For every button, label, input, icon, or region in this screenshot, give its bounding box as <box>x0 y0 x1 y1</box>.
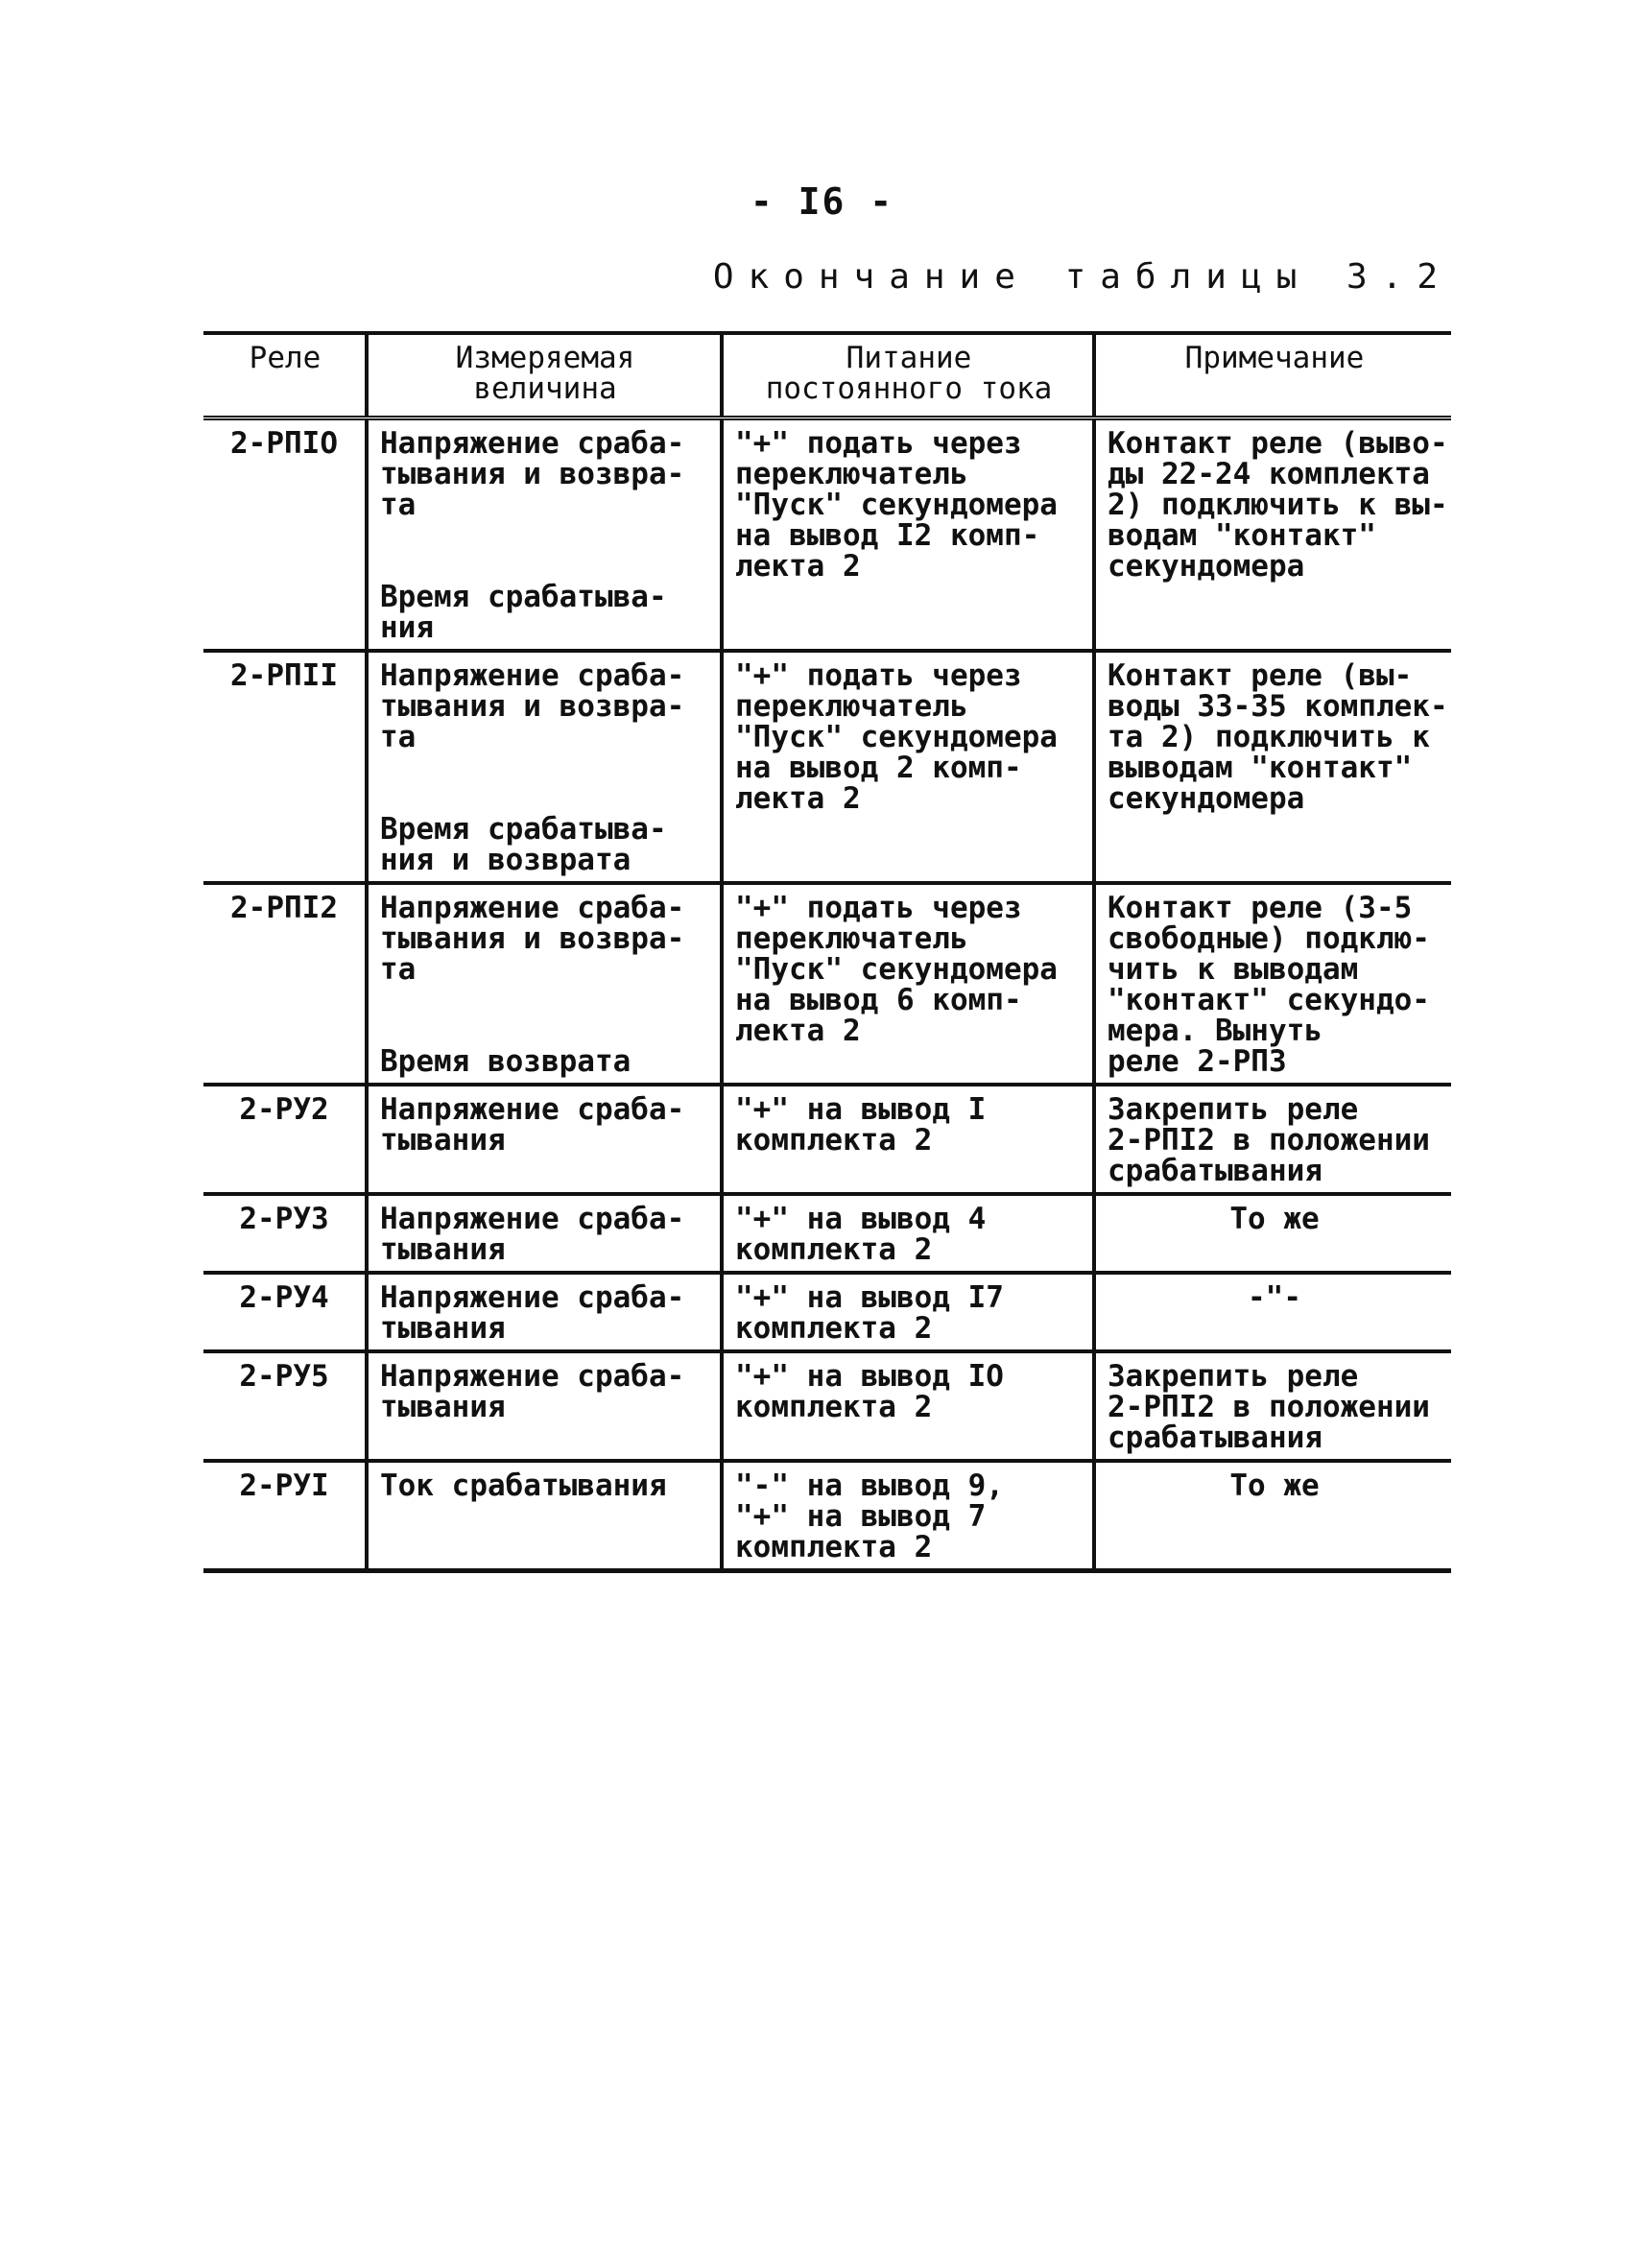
measured-line: тывания и возвра- <box>380 689 685 724</box>
relay-cell: 2-РУ2 <box>203 1085 367 1194</box>
supply-cell <box>722 418 1094 652</box>
supply-line: "+" на вывод I7 <box>735 1280 1004 1315</box>
supply-line: комплекта 2 <box>735 1530 933 1564</box>
measured-extra-line: Время срабатыва- <box>380 812 667 847</box>
note-line: водам "контакт" <box>1108 518 1376 553</box>
measured-line: Напряжение сраба- <box>380 1359 685 1394</box>
note-line: мера. Вынуть <box>1108 1014 1322 1048</box>
supply-line: "+" подать через <box>735 891 1022 925</box>
note-cell <box>1094 1194 1451 1273</box>
measured-line: Напряжение сраба- <box>380 1280 685 1315</box>
supply-line: "Пуск" секундомера <box>735 952 1058 987</box>
note-line: "контакт" секундо- <box>1108 983 1430 1017</box>
header-supply-line: Питание <box>846 341 972 375</box>
supply-cell <box>722 1273 1094 1351</box>
table-row <box>203 418 1451 652</box>
note-line: То же <box>1229 1202 1320 1236</box>
note-line: выводам "контакт" <box>1108 751 1413 785</box>
measured-extra-line: ния <box>380 610 434 645</box>
note-line: та 2) подключить к <box>1108 720 1430 754</box>
relay-cell: 2-РУ5 <box>203 1351 367 1461</box>
note-line: Закрепить реле <box>1108 1359 1359 1394</box>
header-supply-line: постоянного тока <box>765 371 1053 406</box>
supply-cell <box>722 1085 1094 1194</box>
table-row <box>203 1194 1451 1273</box>
note-line: секундомера <box>1108 781 1305 816</box>
supply-cell <box>722 1461 1094 1571</box>
note-line: воды 33-35 комплек- <box>1108 689 1448 724</box>
measured-line: та <box>380 720 417 754</box>
header-note <box>1094 333 1451 418</box>
supply-line: "+" подать через <box>735 426 1022 461</box>
relay-table <box>203 331 1451 1573</box>
note-cell <box>1094 651 1451 883</box>
relay-cell: 2-РПIO <box>203 418 367 652</box>
note-line: Контакт реле (выво- <box>1108 426 1448 461</box>
note-line: реле 2-РПЗ <box>1108 1044 1287 1079</box>
table-row <box>203 651 1451 883</box>
supply-line: "Пуск" секундомера <box>735 720 1058 754</box>
note-line: Контакт реле (3-5 <box>1108 891 1413 925</box>
supply-line: на вывод 2 комп- <box>735 751 1022 785</box>
note-line: срабатывания <box>1108 1420 1322 1455</box>
note-cell <box>1094 1273 1451 1351</box>
measured-cell <box>367 1273 722 1351</box>
header-measured-line: величина <box>473 371 617 406</box>
note-line: свободные) подклю- <box>1108 921 1430 956</box>
measured-cell <box>367 1461 722 1571</box>
supply-line: переключатель <box>735 921 968 956</box>
relay-cell: 2-РУ4 <box>203 1273 367 1351</box>
supply-cell <box>722 1351 1094 1461</box>
supply-line: комплекта 2 <box>735 1123 933 1158</box>
note-cell <box>1094 1351 1451 1461</box>
measured-line: тывания <box>380 1390 506 1424</box>
note-line: срабатывания <box>1108 1154 1322 1188</box>
relay-cell: 2-РУI <box>203 1461 367 1571</box>
page-number: - I6 - <box>750 180 894 223</box>
note-line: 2-РПI2 в положении <box>1108 1123 1430 1158</box>
table-row <box>203 883 1451 1085</box>
header-measured <box>367 333 722 418</box>
note-cell <box>1094 1085 1451 1194</box>
supply-cell <box>722 1194 1094 1273</box>
note-line: Закрепить реле <box>1108 1092 1359 1127</box>
note-line: -"- <box>1248 1280 1301 1315</box>
supply-line: комплекта 2 <box>735 1390 933 1424</box>
measured-cell <box>367 1351 722 1461</box>
measured-line: та <box>380 952 417 987</box>
measured-cell <box>367 651 722 883</box>
measured-cell <box>367 1194 722 1273</box>
note-line: секундомера <box>1108 549 1305 584</box>
supply-line: "+" на вывод IO <box>735 1359 1004 1394</box>
note-cell <box>1094 418 1451 652</box>
measured-cell <box>367 883 722 1085</box>
table-header-row <box>203 333 1451 418</box>
supply-line: переключатель <box>735 457 968 491</box>
supply-line: "-" на вывод 9, <box>735 1468 1004 1503</box>
supply-line: "+" на вывод 4 <box>735 1202 987 1236</box>
measured-cell <box>367 418 722 652</box>
measured-line: тывания и возвра- <box>380 921 685 956</box>
table-row <box>203 1273 1451 1351</box>
supply-cell <box>722 883 1094 1085</box>
supply-line: лекта 2 <box>735 781 861 816</box>
note-cell <box>1094 883 1451 1085</box>
measured-line: тывания <box>380 1232 506 1267</box>
header-supply <box>722 333 1094 418</box>
supply-line: лекта 2 <box>735 1014 861 1048</box>
measured-line: Напряжение сраба- <box>380 891 685 925</box>
table-row <box>203 1085 1451 1194</box>
supply-line: переключатель <box>735 689 968 724</box>
measured-line: Напряжение сраба- <box>380 426 685 461</box>
relay-cell: 2-РПII <box>203 651 367 883</box>
table-row <box>203 1461 1451 1571</box>
header-relay-line: Реле <box>249 341 322 375</box>
supply-line: "+" подать через <box>735 658 1022 693</box>
table-body <box>203 418 1451 1571</box>
relay-cell: 2-РУЗ <box>203 1194 367 1273</box>
measured-line: та <box>380 488 417 522</box>
header-measured-line: Измеряемая <box>455 341 635 375</box>
cell-spacer <box>380 752 710 814</box>
relay-cell: 2-РПI2 <box>203 883 367 1085</box>
measured-extra-line: Время срабатыва- <box>380 580 667 614</box>
header-relay <box>203 333 367 418</box>
measured-line: Ток срабатывания <box>380 1468 667 1503</box>
note-cell <box>1094 1461 1451 1571</box>
cell-spacer <box>380 520 710 582</box>
supply-line: на вывод 6 комп- <box>735 983 1022 1017</box>
note-line: Контакт реле (вы- <box>1108 658 1413 693</box>
measured-cell <box>367 1085 722 1194</box>
header-note-line: Примечание <box>1184 341 1365 375</box>
measured-line: Напряжение сраба- <box>380 1092 685 1127</box>
measured-line: тывания и возвра- <box>380 457 685 491</box>
supply-line: "Пуск" секундомера <box>735 488 1058 522</box>
supply-line: "+" на вывод I <box>735 1092 987 1127</box>
note-line: 2-РПI2 в положении <box>1108 1390 1430 1424</box>
table-header <box>203 333 1451 418</box>
measured-extra-line: Время возврата <box>380 1044 631 1079</box>
supply-line: лекта 2 <box>735 549 861 584</box>
measured-line: тывания <box>380 1311 506 1346</box>
note-line: 2) подключить к вы- <box>1108 488 1448 522</box>
supply-line: на вывод I2 комп- <box>735 518 1040 553</box>
table-row <box>203 1351 1451 1461</box>
measured-extra-line: ния и возврата <box>380 843 631 877</box>
supply-line: комплекта 2 <box>735 1311 933 1346</box>
measured-line: Напряжение сраба- <box>380 658 685 693</box>
supply-cell <box>722 651 1094 883</box>
cell-spacer <box>380 985 710 1046</box>
table-caption: Окончание таблицы 3.2 <box>712 257 1452 297</box>
note-line: чить к выводам <box>1108 952 1359 987</box>
measured-line: тывания <box>380 1123 506 1158</box>
measured-line: Напряжение сраба- <box>380 1202 685 1236</box>
supply-line: "+" на вывод 7 <box>735 1499 987 1534</box>
supply-line: комплекта 2 <box>735 1232 933 1267</box>
note-line: То же <box>1229 1468 1320 1503</box>
note-line: ды 22-24 комплекта <box>1108 457 1430 491</box>
